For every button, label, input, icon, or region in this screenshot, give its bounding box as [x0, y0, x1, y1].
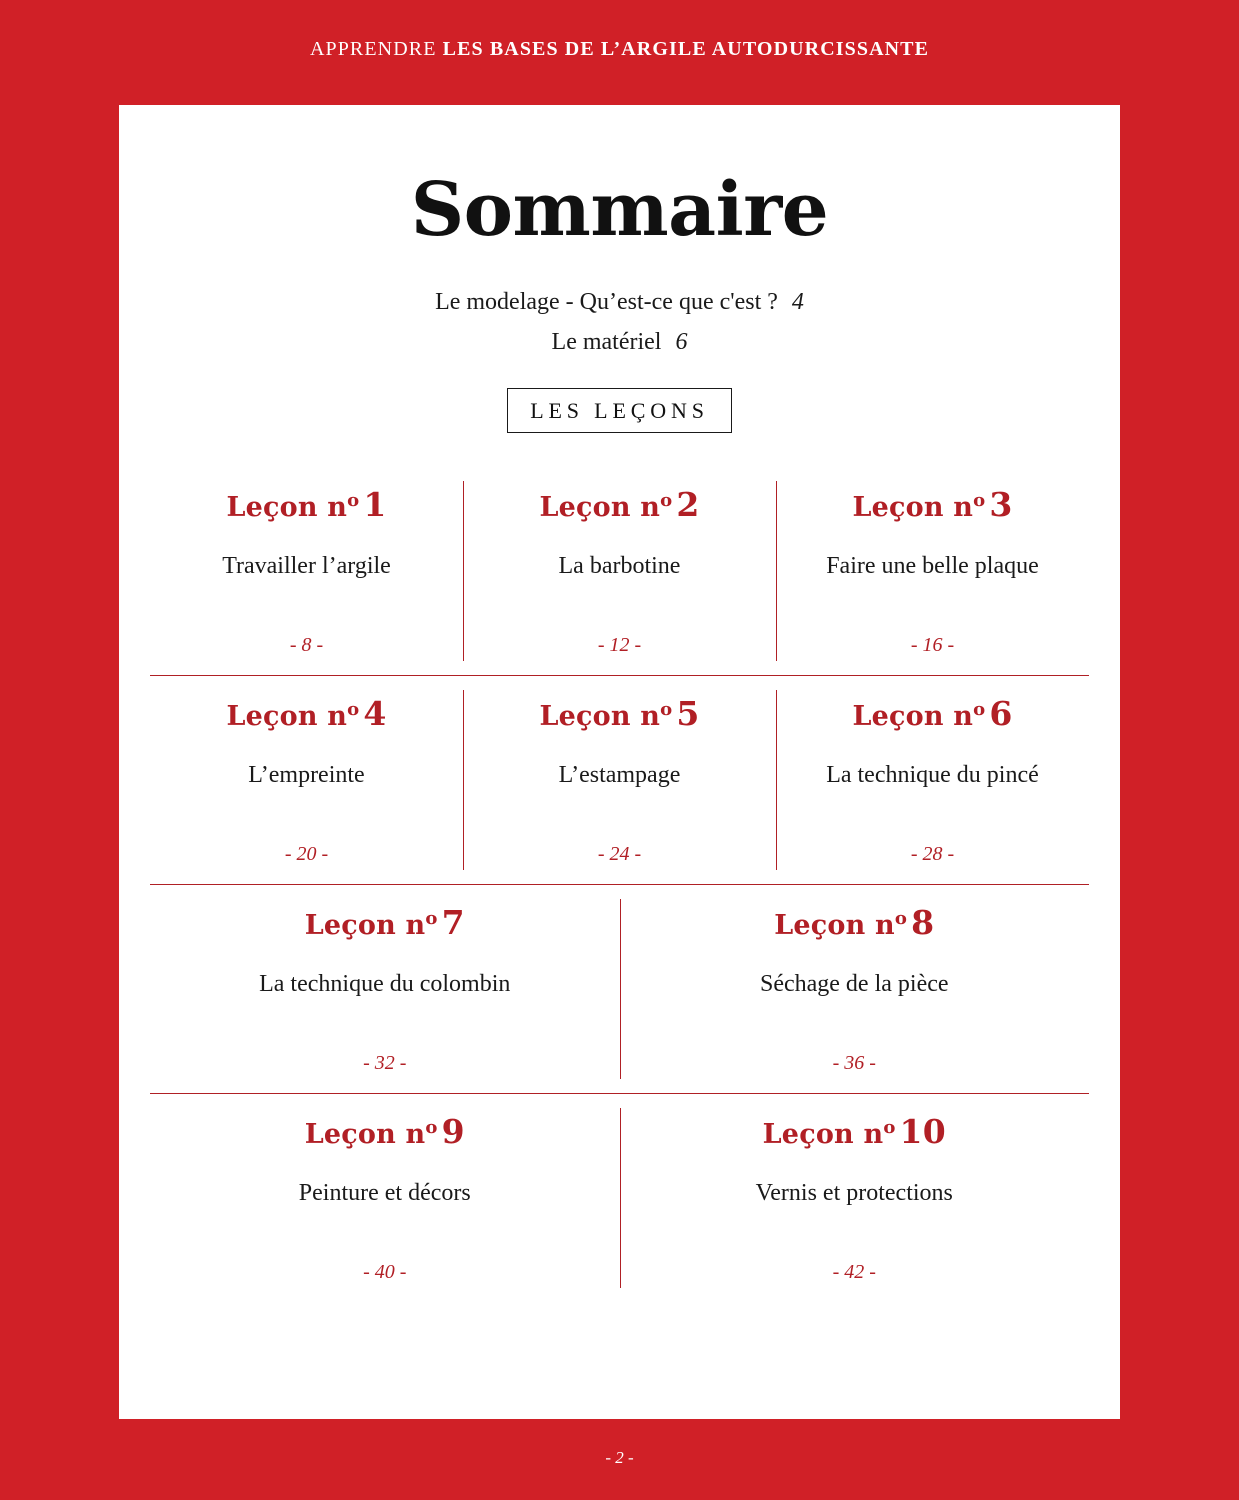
- lesson-label: [160, 1112, 610, 1151]
- lesson-label-text: Leçon n: [539, 701, 661, 733]
- lesson-cell[interactable]: [463, 467, 776, 675]
- intro-entry-page: 4: [791, 289, 804, 315]
- lesson-cell[interactable]: [150, 676, 463, 884]
- lesson-label: [473, 485, 766, 524]
- lesson-name: La technique du pincé: [826, 762, 1039, 789]
- lesson-label-sup: o: [425, 908, 438, 930]
- lesson-cell[interactable]: [776, 676, 1089, 884]
- lesson-label-text: Leçon n: [304, 1119, 426, 1151]
- lesson-page: - 36 -: [832, 1052, 876, 1075]
- lesson-name: Faire une belle plaque: [826, 553, 1039, 580]
- lesson-number: 1: [363, 485, 387, 525]
- lesson-label-sup: o: [660, 490, 673, 512]
- lesson-cell[interactable]: [620, 885, 1090, 1093]
- lesson-name: La technique du colombin: [259, 971, 511, 998]
- lesson-page: - 24 -: [597, 843, 642, 866]
- lesson-cell[interactable]: [150, 885, 620, 1093]
- lesson-label-sup: o: [973, 490, 986, 512]
- lesson-number: 8: [911, 903, 935, 943]
- intro-entry-label: Le modelage - Qu’est-ce que c'est ?: [435, 289, 778, 315]
- lesson-label-sup: o: [347, 490, 360, 512]
- lessons-row: [150, 467, 1089, 675]
- lessons-row: [150, 675, 1089, 884]
- lesson-label-text: Leçon n: [226, 492, 348, 524]
- lesson-name: L’empreinte: [248, 762, 365, 789]
- lesson-number: 2: [676, 485, 700, 525]
- lesson-page: - 20 -: [284, 843, 329, 866]
- page-title: Sommaire: [410, 167, 829, 253]
- lessons-grid: [150, 467, 1089, 1302]
- lesson-page: - 28 -: [910, 843, 955, 866]
- lesson-number: 4: [363, 694, 387, 734]
- lesson-label: [630, 1112, 1080, 1151]
- lesson-name: La barbotine: [558, 553, 681, 580]
- lesson-name: Séchage de la pièce: [759, 971, 949, 998]
- intro-entry-page: 6: [675, 328, 688, 355]
- lesson-label-text: Leçon n: [852, 492, 974, 524]
- lesson-label: [786, 485, 1079, 524]
- lessons-header: LES LEÇONS: [507, 388, 732, 433]
- lesson-label-sup: o: [973, 699, 986, 721]
- lesson-page: - 16 -: [910, 634, 955, 657]
- lesson-cell[interactable]: [150, 1094, 620, 1302]
- lesson-label: [160, 694, 453, 733]
- lesson-cell[interactable]: [150, 467, 463, 675]
- lesson-label-text: Leçon n: [539, 492, 661, 524]
- lesson-label-sup: o: [894, 908, 908, 930]
- lesson-page: - 40 -: [363, 1261, 407, 1284]
- intro-entries: [119, 283, 1120, 362]
- lesson-cell[interactable]: [463, 676, 776, 884]
- lesson-label: [473, 694, 766, 733]
- lesson-name: L’estampage: [558, 762, 681, 789]
- intro-entry[interactable]: [119, 323, 1120, 363]
- intro-entry[interactable]: [119, 283, 1120, 323]
- lessons-row: [150, 1093, 1089, 1302]
- lesson-label: [786, 694, 1079, 733]
- lesson-name: Peinture et décors: [298, 1180, 471, 1207]
- lesson-page: - 12 -: [597, 634, 642, 657]
- running-head: [0, 38, 1239, 61]
- lesson-cell[interactable]: [620, 1094, 1090, 1302]
- lesson-number: 7: [441, 903, 465, 943]
- lesson-label-text: Leçon n: [774, 910, 895, 942]
- page-folio: - 2 -: [605, 1448, 634, 1467]
- lesson-label-sup: o: [883, 1117, 896, 1139]
- lesson-number: 6: [989, 694, 1013, 734]
- lesson-label-sup: o: [425, 1117, 438, 1139]
- lesson-label-text: Leçon n: [226, 701, 348, 733]
- lessons-header-wrap: [119, 388, 1120, 433]
- lesson-label: [160, 485, 453, 524]
- lesson-page: - 42 -: [832, 1261, 876, 1284]
- lesson-page: - 32 -: [363, 1052, 407, 1075]
- lesson-label-text: Leçon n: [852, 701, 974, 733]
- lesson-label-text: Leçon n: [304, 910, 426, 942]
- lesson-number: 10: [899, 1112, 946, 1152]
- lesson-number: 3: [989, 485, 1013, 525]
- page-panel: [119, 105, 1120, 1419]
- lesson-label-text: Leçon n: [762, 1119, 884, 1151]
- running-head-prefix: APPRENDRE: [309, 38, 443, 60]
- lesson-label: [630, 903, 1080, 942]
- lessons-row: [150, 884, 1089, 1093]
- lesson-cell[interactable]: [776, 467, 1089, 675]
- lesson-name: Travailler l’argile: [222, 553, 391, 580]
- lesson-number: 9: [441, 1112, 465, 1152]
- lesson-label: [160, 903, 610, 942]
- lesson-label-sup: o: [347, 699, 360, 721]
- intro-entry-label: Le matériel: [551, 328, 662, 355]
- lesson-label-sup: o: [660, 699, 673, 721]
- running-head-title: LES BASES DE L’ARGILE AUTODURCISSANTE: [442, 38, 930, 60]
- lesson-page: - 8 -: [289, 634, 324, 657]
- lesson-number: 5: [676, 694, 700, 734]
- lesson-name: Vernis et protections: [755, 1180, 953, 1207]
